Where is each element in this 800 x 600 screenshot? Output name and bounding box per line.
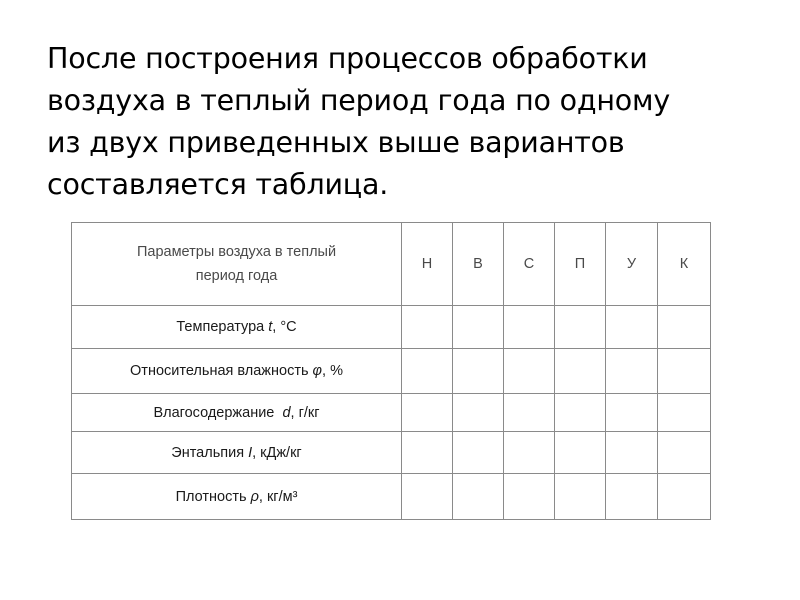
row-unit: , г/кг [290, 404, 320, 421]
column-header-p: П [555, 223, 606, 306]
column-header-v: В [453, 223, 504, 306]
table-cell [504, 306, 555, 349]
column-header-n: Н [402, 223, 453, 306]
table-cell [504, 394, 555, 432]
table-cell [555, 306, 606, 349]
table-cell [658, 432, 711, 474]
table-cell [555, 474, 606, 520]
table-cell [453, 432, 504, 474]
table-cell [402, 349, 453, 394]
table-cell [555, 432, 606, 474]
table-row-relative-humidity [72, 349, 711, 394]
slide-title [47, 38, 767, 206]
parameter-column-header [72, 223, 402, 306]
table-header-row [72, 223, 711, 306]
column-header-u: У [606, 223, 658, 306]
row-unit: , °C [272, 319, 297, 335]
row-symbol: t [268, 319, 273, 335]
table-cell [658, 349, 711, 394]
table-cell [555, 349, 606, 394]
table-row-moisture-content [72, 394, 711, 432]
table-cell [504, 432, 555, 474]
table-row-density [72, 474, 711, 520]
table-cell [658, 394, 711, 432]
table-cell [402, 394, 453, 432]
table-cell [606, 474, 658, 520]
table-cell [453, 349, 504, 394]
table-cell [453, 474, 504, 520]
table-cell [606, 432, 658, 474]
column-header-k: К [658, 223, 711, 306]
row-label-text: Температура [176, 319, 265, 335]
row-label-text: Влагосодержание [153, 404, 275, 421]
row-symbol: I [248, 444, 253, 461]
row-symbol: φ [312, 363, 323, 379]
row-unit: , кг/м³ [258, 488, 298, 505]
row-symbol: d [282, 404, 291, 421]
table-cell [402, 306, 453, 349]
parameter-header-line-2: период года [195, 268, 278, 284]
column-header-s: С [504, 223, 555, 306]
row-unit: , % [322, 363, 343, 379]
row-label-density [72, 474, 402, 520]
table-cell [402, 474, 453, 520]
table-cell [658, 306, 711, 349]
table-cell [402, 432, 453, 474]
row-label-moisture-content [72, 394, 402, 432]
title-line-1: После построения процессов обработки [47, 42, 648, 75]
table-cell [504, 349, 555, 394]
row-label-relative-humidity [72, 349, 402, 394]
table-cell [658, 474, 711, 520]
title-line-2: воздуха в теплый период года по одному [47, 84, 671, 117]
row-label-temperature [72, 306, 402, 349]
row-label-text: Плотность [175, 488, 247, 505]
row-label-text: Энтальпия [171, 444, 245, 461]
title-line-4: составляется таблица. [47, 168, 389, 201]
table-row-enthalpy [72, 432, 711, 474]
row-label-text: Относительная влажность [130, 363, 309, 379]
table-cell [453, 394, 504, 432]
table-cell [453, 306, 504, 349]
air-parameters-table [71, 222, 711, 520]
title-line-3: из двух приведенных выше вариантов [47, 126, 625, 159]
table-cell [504, 474, 555, 520]
table-cell [606, 394, 658, 432]
table-cell [606, 306, 658, 349]
parameter-header-line-1: Параметры воздуха в теплый [136, 244, 337, 260]
row-unit: , кДж/кг [252, 444, 302, 461]
table-cell [555, 394, 606, 432]
row-label-enthalpy [72, 432, 402, 474]
row-symbol: ρ [250, 488, 259, 505]
table-row-temperature [72, 306, 711, 349]
table-cell [606, 349, 658, 394]
